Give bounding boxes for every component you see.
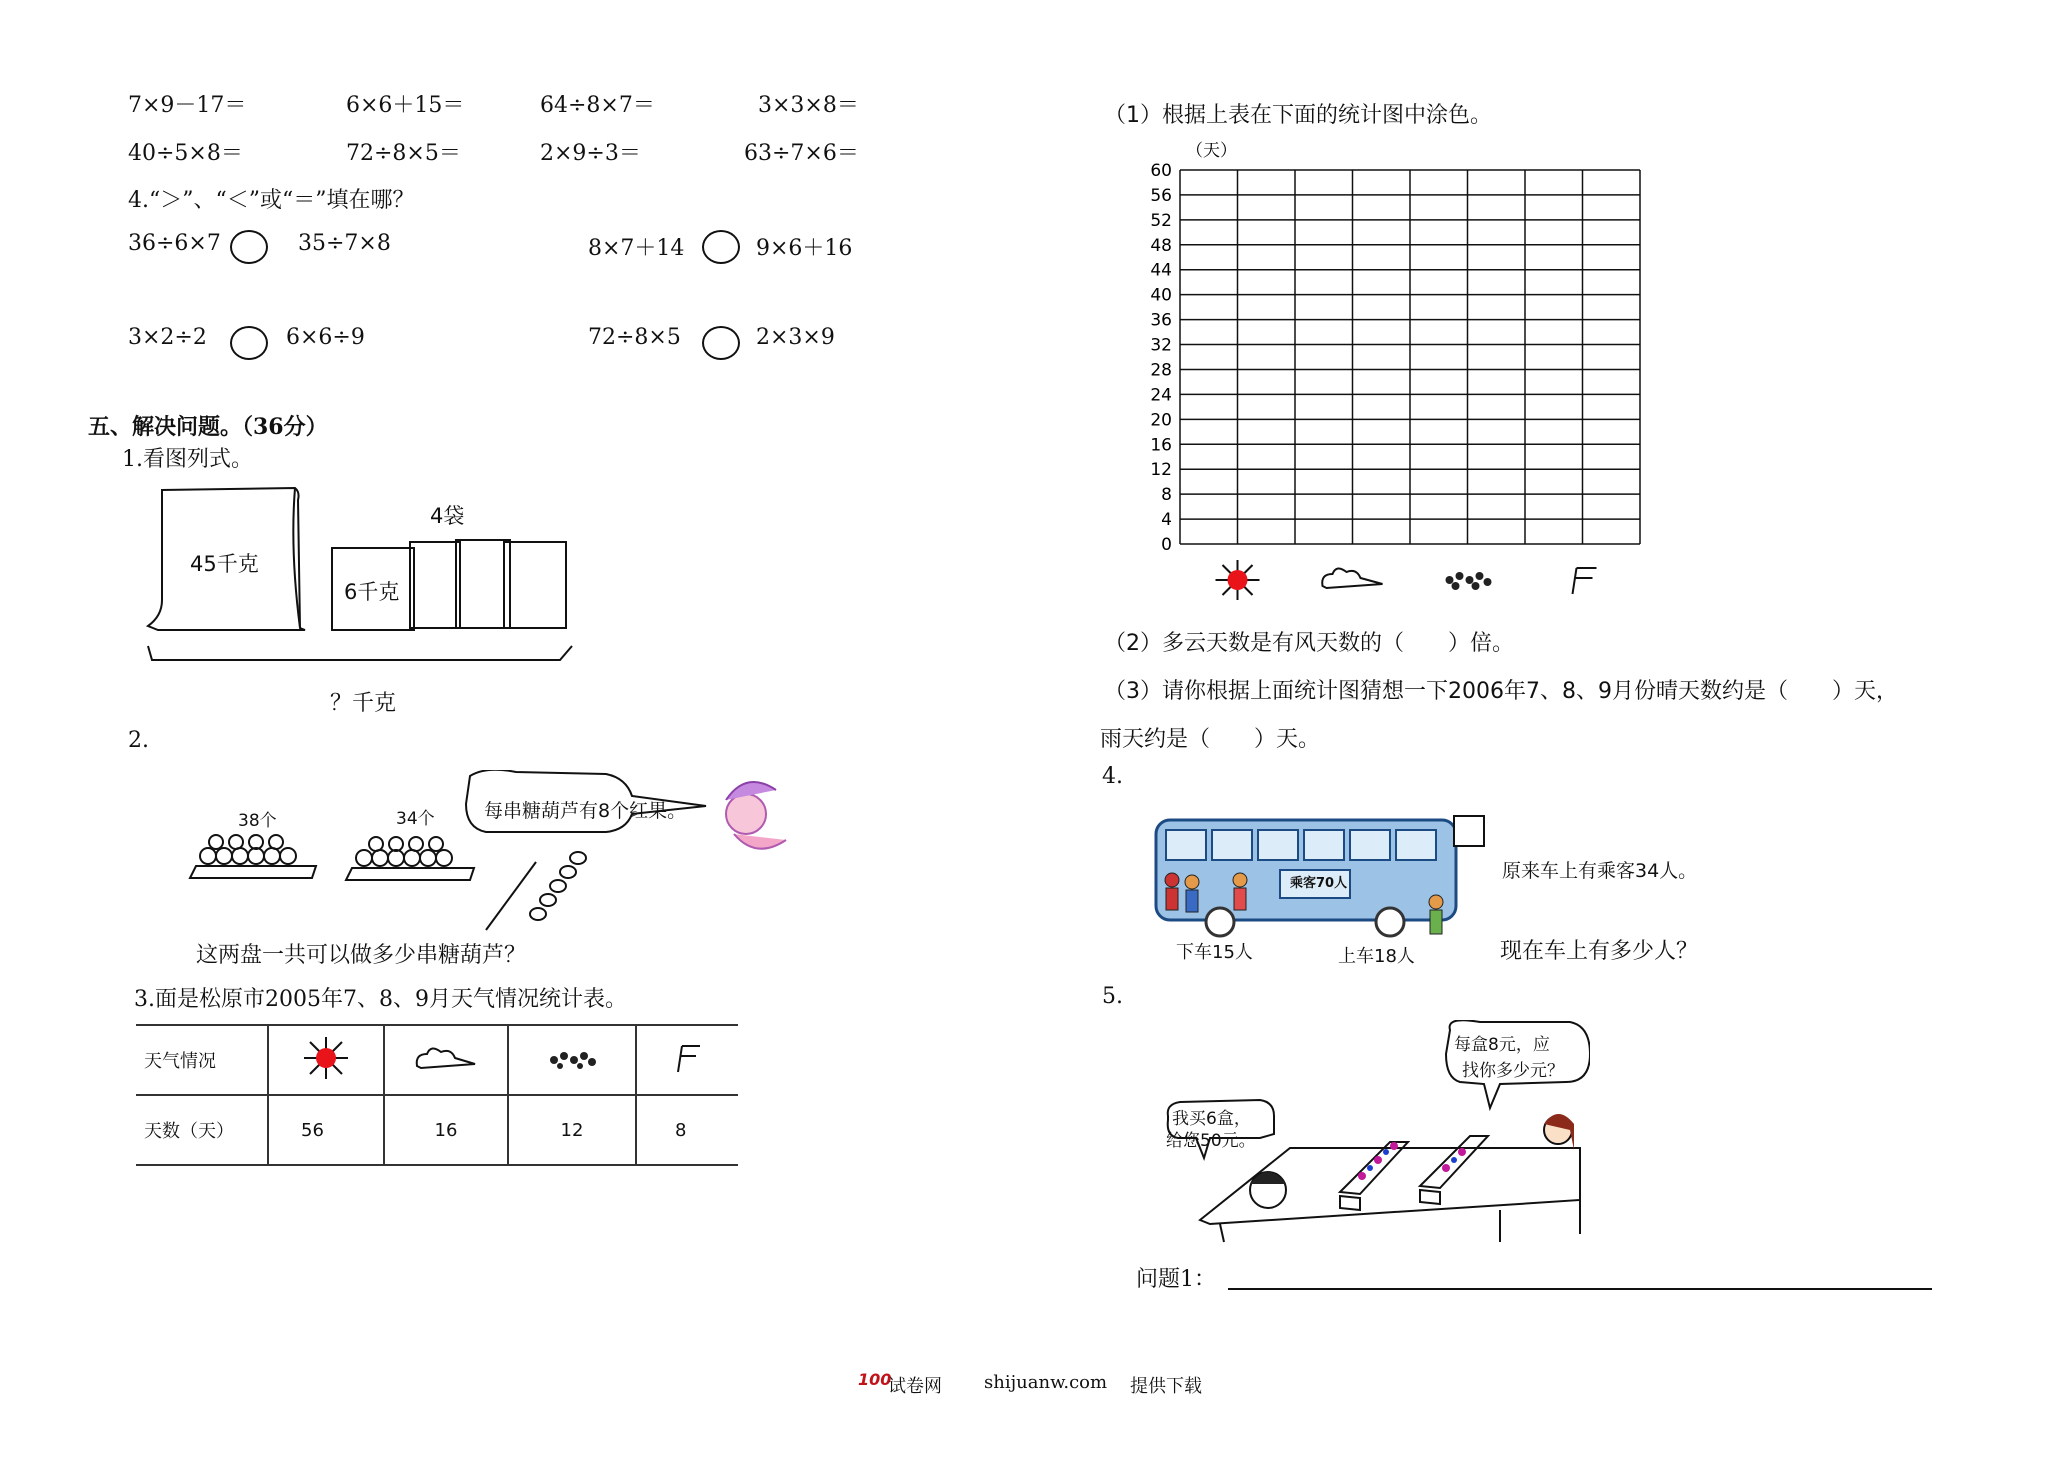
table-cell: 16 [384, 1095, 508, 1165]
p3-label: 3.面是松原市2005年7、8、9月天气情况统计表。 [134, 987, 627, 1012]
footer-site-cn: 试卷网 [888, 1376, 942, 1397]
wind-icon [636, 1025, 738, 1095]
compare-right: 9×6＋16 [756, 236, 853, 261]
weather-bar-chart [1120, 140, 1660, 610]
answer-box [1454, 816, 1484, 846]
bus-wheel [1376, 908, 1404, 936]
calc-item: 63÷7×6＝ [744, 141, 859, 166]
rain-icon [1446, 572, 1492, 590]
p2-label: 2. [128, 728, 149, 753]
q1-text: （1）根据上表在下面的统计图中涂色。 [1104, 103, 1492, 128]
compare-circle[interactable] [230, 230, 268, 264]
calc-item: 3×3×8＝ [758, 93, 859, 118]
cloud-icon [1322, 568, 1382, 588]
y-tick-label: 28 [1150, 360, 1172, 381]
candy-skewer [486, 852, 586, 930]
p2-speech: 每串糖葫芦有8个红果。 [484, 800, 687, 822]
question1-label: 问题1： [1136, 1267, 1216, 1292]
compare-circle[interactable] [702, 230, 740, 264]
table-head: 天气情况 [144, 1051, 216, 1072]
footer-logo: 100 [858, 1370, 892, 1389]
wind-icon [1573, 568, 1597, 594]
y-tick-label: 32 [1150, 335, 1172, 356]
section5-title: 五、解决问题。（36分） [88, 414, 328, 440]
calc-item: 7×9－17＝ [128, 93, 247, 118]
box-stack [1340, 1142, 1408, 1210]
answer-line[interactable] [1228, 1288, 1932, 1290]
fruit-pile [356, 837, 452, 866]
clerk-icon [1544, 1114, 1574, 1150]
p1-question: ？千克 [330, 691, 397, 716]
clerk-speech-2: 找你多少元？ [1462, 1061, 1564, 1081]
rain-icon [508, 1025, 636, 1095]
got-off-label: 下车15人 [1176, 942, 1253, 963]
small-bag-shape [504, 542, 566, 628]
sun-icon [1216, 560, 1260, 600]
y-tick-label: 60 [1150, 161, 1172, 181]
p1-label: 1.看图列式。 [122, 447, 253, 472]
calc-item: 40÷5×8＝ [128, 141, 243, 166]
plate1-label: 38个 [238, 811, 277, 831]
y-tick-label: 44 [1150, 260, 1172, 281]
plate-shape [190, 866, 316, 878]
bus-sign: 乘客70人 [1290, 876, 1348, 891]
compare-right: 2×3×9 [756, 325, 835, 350]
y-tick-label: 16 [1150, 435, 1172, 456]
bag-count-label: 4袋 [430, 504, 465, 528]
footer-note: 提供下载 [1130, 1376, 1202, 1397]
footer-site: shijuanw.com [984, 1372, 1108, 1393]
table-cell: 8 [636, 1095, 738, 1165]
clerk-speech-1: 每盒8元，应 [1454, 1035, 1550, 1055]
y-tick-label: 24 [1150, 385, 1172, 406]
compare-left: 3×2÷2 [128, 325, 207, 350]
small-bag-shape [410, 542, 460, 628]
y-tick-label: 0 [1161, 535, 1172, 555]
small-bag-shape [456, 540, 510, 628]
compare-right: 35÷7×8 [298, 231, 391, 256]
y-tick-label: 36 [1150, 310, 1172, 331]
fruit-pile [200, 835, 296, 864]
y-tick-label: 48 [1150, 235, 1172, 256]
table-head: 天数（天） [144, 1121, 234, 1142]
compare-left: 72÷8×5 [588, 325, 681, 350]
q3-text-a: （3）请你根据上面统计图猜想一下2006年7、8、9月份晴天数约是（ ）天， [1104, 679, 1898, 704]
y-tick-label: 20 [1150, 410, 1172, 431]
y-tick-label: 4 [1161, 510, 1172, 531]
q2-text: （2）多云天数是有风天数的（ ）倍。 [1104, 631, 1514, 656]
y-tick-label: 52 [1150, 210, 1172, 231]
table-cell: 56 [268, 1095, 384, 1165]
y-tick-label: 12 [1150, 460, 1172, 481]
p4-label: 4. [1102, 764, 1123, 789]
compare-right: 6×6÷9 [286, 325, 365, 350]
got-on-label: 上车18人 [1338, 946, 1415, 967]
fairy-icon [726, 782, 786, 849]
table-row [136, 1095, 738, 1165]
big-bag-label: 45千克 [190, 552, 259, 576]
p2-question: 这两盘一共可以做多少串糖葫芦？ [196, 943, 527, 968]
q4-title: 4.“＞”、“＜”或“＝”填在哪？ [128, 188, 415, 213]
small-bag-label: 6千克 [344, 580, 400, 604]
compare-left: 36÷6×7 [128, 231, 221, 256]
box-stack [1420, 1136, 1488, 1204]
calc-item: 72÷8×5＝ [346, 141, 461, 166]
y-tick-label: 8 [1161, 485, 1172, 506]
p5-label: 5. [1102, 984, 1123, 1009]
table-cell: 12 [508, 1095, 636, 1165]
girl-speech-1: 我买6盒， [1172, 1109, 1251, 1129]
y-tick-label: 56 [1150, 185, 1172, 206]
bus-wheel [1206, 908, 1234, 936]
calc-item: 6×6＋15＝ [346, 93, 465, 118]
girl-speech-2: 给您50元。 [1166, 1131, 1256, 1151]
cloud-icon [384, 1025, 508, 1095]
calc-item: 64÷8×7＝ [540, 93, 655, 118]
plate2-label: 34个 [396, 809, 435, 829]
weather-table [136, 1024, 738, 1166]
compare-circle[interactable] [230, 326, 268, 360]
q3-text-b: 雨天约是（ ）天。 [1100, 727, 1321, 752]
y-tick-label: 40 [1150, 285, 1172, 306]
compare-circle[interactable] [702, 326, 740, 360]
p4-question: 现在车上有多少人？ [1500, 939, 1699, 964]
calc-item: 2×9÷3＝ [540, 141, 641, 166]
table-row [136, 1025, 738, 1095]
girl-icon [1250, 1172, 1286, 1208]
sun-icon [268, 1025, 384, 1095]
plate-shape [346, 868, 474, 880]
compare-left: 8×7＋14 [588, 236, 685, 261]
orig-passengers: 原来车上有乘客34人。 [1502, 860, 1698, 882]
brace-shape [148, 646, 572, 660]
chart-ylabel: （天） [1186, 141, 1237, 161]
